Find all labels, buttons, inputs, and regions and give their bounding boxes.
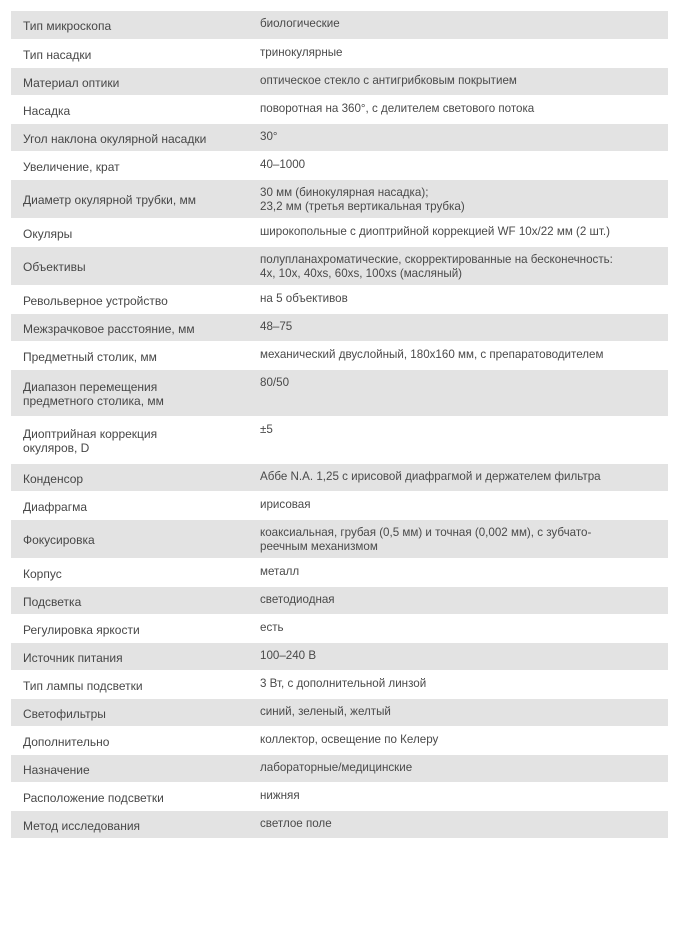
spec-row-stage-travel [11, 369, 668, 416]
spec-label: Угол наклона окулярной насадки [11, 123, 248, 151]
spec-value-line: 23,2 мм (третья вертикальная трубка) [260, 199, 465, 213]
spec-label: Светофильтры [11, 698, 248, 726]
spec-row-magnification [11, 151, 668, 179]
spec-value: Аббе N.A. 1,25 с ирисовой диафрагмой и держателем фильтра [248, 463, 668, 491]
spec-row-diopter [11, 416, 668, 463]
spec-label: Насадка [11, 95, 248, 123]
spec-label: Назначение [11, 754, 248, 782]
spec-row-lamp [11, 670, 668, 698]
spec-value-line: 4x, 10x, 40xs, 60xs, 100xs (масляный) [260, 266, 463, 280]
spec-row-optics-material [11, 67, 668, 95]
spec-value: светлое поле [248, 810, 668, 838]
spec-label: Окуляры [11, 218, 248, 246]
spec-row-illumination [11, 586, 668, 614]
spec-value: 30° [248, 123, 668, 151]
spec-value: нижняя [248, 782, 668, 810]
spec-value: на 5 объективов [248, 285, 668, 313]
spec-label: Регулировка яркости [11, 614, 248, 642]
spec-label [11, 369, 248, 416]
spec-row-head [11, 95, 668, 123]
spec-row-illumination-position [11, 782, 668, 810]
spec-value-line: коаксиальная, грубая (0,5 мм) и точная (0,002 мм), с зубчато- [260, 525, 592, 539]
spec-value: механический двуслойный, 180x160 мм, с препаратоводителем [248, 341, 668, 369]
spec-row-eyepieces [11, 218, 668, 246]
spec-label: Увеличение, крат [11, 151, 248, 179]
spec-label-line: окуляров, D [23, 441, 90, 455]
spec-label: Объективы [11, 246, 248, 285]
spec-value: 48–75 [248, 313, 668, 341]
spec-label: Диафрагма [11, 491, 248, 519]
spec-value: 3 Вт, с дополнительной линзой [248, 670, 668, 698]
spec-value-line: 30 мм (бинокулярная насадка); [260, 185, 429, 199]
spec-row-purpose [11, 754, 668, 782]
spec-label: Расположение подсветки [11, 782, 248, 810]
spec-label: Метод исследования [11, 810, 248, 838]
spec-label: Диаметр окулярной трубки, мм [11, 179, 248, 218]
spec-label-line: предметного столика, мм [23, 394, 164, 408]
spec-value [248, 519, 668, 558]
spec-row-power [11, 642, 668, 670]
spec-label: Материал оптики [11, 67, 248, 95]
spec-value [248, 246, 668, 285]
spec-value: тринокулярные [248, 39, 668, 67]
spec-value: светодиодная [248, 586, 668, 614]
spec-label-line: Диоптрийная коррекция [23, 427, 158, 441]
spec-row-objectives [11, 246, 668, 285]
spec-value-line: реечным механизмом [260, 539, 378, 553]
spec-value [248, 179, 668, 218]
spec-label: Дополнительно [11, 726, 248, 754]
spec-label: Тип микроскопа [11, 11, 248, 39]
spec-label: Фокусировка [11, 519, 248, 558]
spec-label: Конденсор [11, 463, 248, 491]
spec-value: коллектор, освещение по Келеру [248, 726, 668, 754]
spec-label: Подсветка [11, 586, 248, 614]
spec-value: синий, зеленый, желтый [248, 698, 668, 726]
spec-value: 100–240 В [248, 642, 668, 670]
spec-row-interpupillary [11, 313, 668, 341]
spec-row-microscope-type [11, 11, 668, 39]
spec-row-stage [11, 341, 668, 369]
spec-row-revolver [11, 285, 668, 313]
spec-row-focusing [11, 519, 668, 558]
spec-value: есть [248, 614, 668, 642]
spec-value-line: полупланахроматические, скорректированные на бесконечность: [260, 252, 613, 266]
spec-label: Тип насадки [11, 39, 248, 67]
spec-row-additional [11, 726, 668, 754]
spec-label: Предметный столик, мм [11, 341, 248, 369]
spec-label: Корпус [11, 558, 248, 586]
spec-value: оптическое стекло с антигрибковым покрытием [248, 67, 668, 95]
spec-value: ±5 [248, 416, 668, 463]
spec-label-line: Диапазон перемещения [23, 380, 158, 394]
spec-row-condenser [11, 463, 668, 491]
specs-table [11, 11, 668, 839]
spec-row-filters [11, 698, 668, 726]
spec-value: поворотная на 360°, с делителем светового потока [248, 95, 668, 123]
spec-value: 40–1000 [248, 151, 668, 179]
spec-value: металл [248, 558, 668, 586]
spec-row-head-angle [11, 123, 668, 151]
specs-table-body [11, 11, 668, 838]
spec-label [11, 416, 248, 463]
spec-row-eyepiece-tube-diameter [11, 179, 668, 218]
spec-value: 80/50 [248, 369, 668, 416]
spec-value: биологические [248, 11, 668, 39]
spec-value: ирисовая [248, 491, 668, 519]
spec-value: широкопольные с диоптрийной коррекцией WF 10x/22 мм (2 шт.) [248, 218, 668, 246]
spec-label: Межзрачковое расстояние, мм [11, 313, 248, 341]
spec-value: лабораторные/медицинские [248, 754, 668, 782]
spec-row-body [11, 558, 668, 586]
spec-label: Тип лампы подсветки [11, 670, 248, 698]
spec-row-head-type [11, 39, 668, 67]
spec-row-brightness [11, 614, 668, 642]
spec-row-diaphragm [11, 491, 668, 519]
spec-label: Револьверное устройство [11, 285, 248, 313]
spec-label: Источник питания [11, 642, 248, 670]
spec-row-method [11, 810, 668, 838]
